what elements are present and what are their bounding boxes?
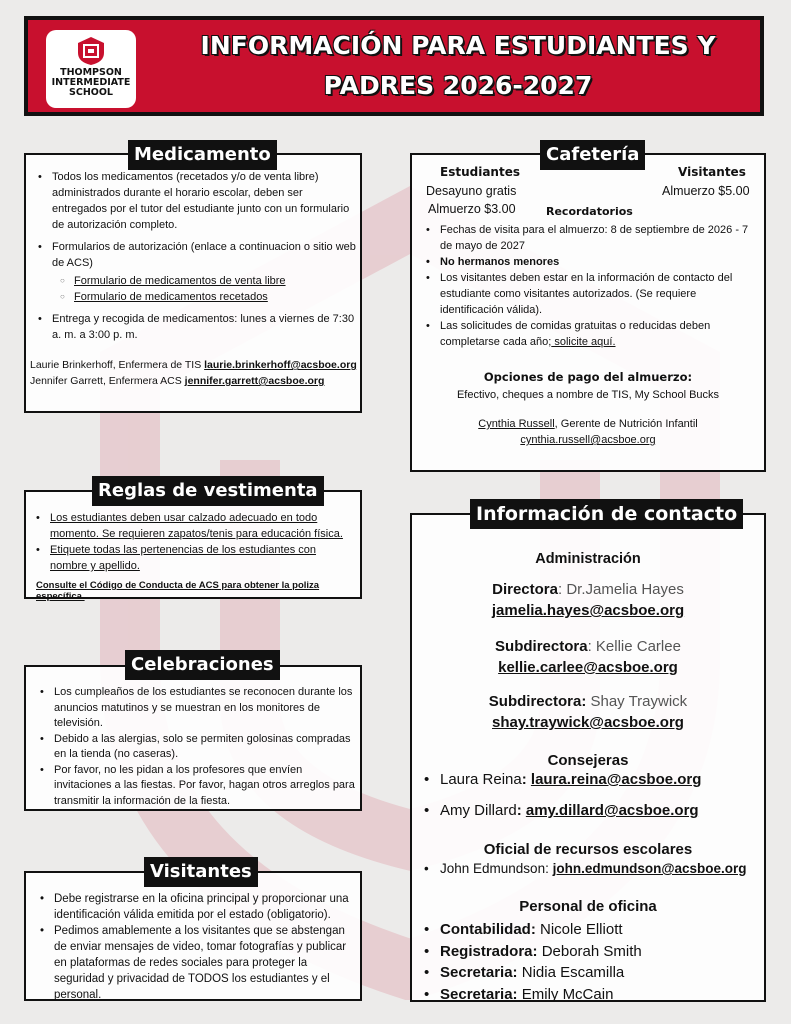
visitantes-section: [24, 871, 362, 1001]
nurse-1: [30, 357, 360, 373]
crest-icon: [76, 36, 106, 66]
sub2-email[interactable]: shay.traywick@acsboe.org: [492, 714, 684, 731]
vestimenta-item-1: • Los estudiantes deben usar calzado adecuado en todo momento. Se requieren zapatos/tenis para educación física.: [36, 510, 356, 542]
resource-email[interactable]: john.edmundson@acsboe.org: [552, 861, 747, 876]
school-logo: [46, 30, 136, 108]
reminder-2: • No hermanos menores: [426, 254, 756, 270]
nurse-1-email[interactable]: laurie.brinkerhoff@acsboe.org: [204, 359, 357, 371]
counselor-1-name: Laura Reina: [440, 771, 522, 788]
medicamento-item-3: • Entrega y recogida de medicamentos: lunes a viernes de 7:30 a. m. a 3:00 p. m.: [38, 311, 356, 343]
nurse-2: [30, 373, 360, 389]
celebraciones-item-1: • Los cumpleaños de los estudiantes se reconocen durante los anuncios matutinos y se muestran en los monitores de televisión.: [40, 685, 358, 732]
medicamento-section: [24, 153, 362, 413]
reminder-1: • Fechas de visita para el almuerzo: 8 de septiembre de 2026 - 7 de mayo de 2027: [426, 222, 756, 254]
nurse-2-name: Jennifer Garrett, Enfermera ACS: [30, 375, 182, 387]
office-staff-3: • Secretaria: Nidia Escamilla: [424, 962, 764, 984]
vestimenta-label: Reglas de vestimenta: [92, 476, 324, 506]
celebraciones-label: Celebraciones: [125, 650, 280, 680]
page-title: [158, 26, 758, 106]
reminder-4: [426, 318, 756, 350]
office-staff-2: • Registradora: Deborah Smith: [424, 941, 764, 963]
prescription-form-link[interactable]: ○ Formulario de medicamentos recetados: [38, 289, 356, 305]
students-heading: Estudiantes: [440, 165, 520, 179]
title-line-2: PADRES 2026-2027: [323, 71, 593, 100]
visitantes-label: Visitantes: [144, 857, 258, 887]
code-of-conduct-note[interactable]: Consulte el Código de Conducta de ACS para obtener la poliza específica.: [36, 580, 320, 602]
breakfast-price: Desayuno gratis: [426, 184, 517, 198]
vestimenta-item-2: • Etiquete todas las pertenencias de los estudiantes con nombre y apellido.: [36, 542, 356, 574]
payment-heading: Opciones de pago del almuerzo:: [483, 370, 693, 384]
contacto-section: [410, 513, 766, 1002]
vestimenta-section: [24, 490, 362, 602]
sub1-name: : Kellie Carlee: [587, 638, 681, 655]
counselor-1: • Laura Reina: laura.reina@acsboe.org: [424, 771, 764, 788]
resource-officer: [424, 861, 768, 876]
director-email[interactable]: jamelia.hayes@acsboe.org: [491, 602, 685, 619]
cafeteria-label: Cafetería: [540, 140, 645, 170]
sub1-email[interactable]: kellie.carlee@acsboe.org: [498, 659, 678, 676]
admin-heading: Administración: [535, 551, 641, 567]
title-line-1: INFORMACIÓN PARA ESTUDIANTES Y: [200, 31, 716, 60]
celebraciones-section: [24, 665, 362, 811]
celebraciones-item-3: • Por favor, no les pidan a los profesores que envíen invitaciones a las fiestas. Por favor, hagan otros arreglos para transmitir la información de la fiesta.: [40, 763, 358, 810]
medicamento-item-2: • Formularios de autorización (enlace a continuacion o sitio web de ACS): [38, 239, 356, 271]
header-banner: [24, 16, 764, 116]
counselor-1-email[interactable]: laura.reina@acsboe.org: [530, 771, 702, 788]
counselor-2: • Amy Dillard: amy.dillard@acsboe.org: [424, 802, 764, 819]
office-staff-4: • Secretaria: Emily McCain: [424, 984, 764, 1006]
reminder-4-text: Las solicitudes de comidas gratuitas o reducidas deben completarse cada año;: [440, 320, 711, 348]
contacto-label: Información de contacto: [470, 499, 743, 529]
office-heading: Personal de oficina: [519, 898, 657, 915]
sub1-role: Subdirectora: [495, 638, 588, 655]
celebraciones-item-2: • Debido a las alergias, solo se permiten golosinas compradas en la tienda (no caseras).: [40, 732, 358, 763]
office-staff-1: • Contabilidad: Nicole Elliott: [424, 919, 764, 941]
meal-application-link[interactable]: solicite aquí.: [551, 336, 616, 348]
counselors-heading: Consejeras: [547, 752, 629, 769]
sub2-role: Subdirectora:: [488, 693, 587, 710]
resource-name: John Edmundson:: [440, 861, 549, 876]
school-name: THOMPSON INTERMEDIATE SCHOOL: [51, 67, 131, 98]
reminder-3: • Los visitantes deben estar en la información de contacto del estudiante como visitantes autorizados. (Se requiere identificación válida).: [426, 270, 756, 318]
director: [412, 581, 764, 599]
payment-text: Efectivo, cheques a nombre de TIS, My School Bucks: [456, 389, 720, 401]
manager-email[interactable]: cynthia.russell@acsboe.org: [520, 434, 656, 446]
subdirector-2: [412, 693, 764, 711]
manager-title: , Gerente de Nutrición Infantil: [554, 418, 698, 430]
director-role: Directora: [492, 581, 558, 598]
director-name: : Dr.Jamelia Hayes: [557, 581, 684, 598]
otc-form-link[interactable]: ○ Formulario de medicamentos de venta libre: [38, 273, 356, 289]
visitor-lunch-price: Almuerzo $5.00: [662, 184, 750, 198]
visitors-heading: Visitantes: [678, 165, 746, 179]
counselor-2-email[interactable]: amy.dillard@acsboe.org: [525, 802, 699, 819]
resource-heading: Oficial de recursos escolares: [483, 841, 693, 858]
counselor-2-name: Amy Dillard: [440, 802, 517, 819]
nutrition-manager: [412, 416, 764, 448]
manager-name: Cynthia Russell: [478, 418, 555, 430]
student-lunch-price: Almuerzo $3.00: [428, 202, 516, 216]
nurse-2-email[interactable]: jennifer.garrett@acsboe.org: [184, 375, 325, 387]
subdirector-1: [412, 638, 764, 656]
visitantes-item-1: • Debe registrarse en la oficina principal y proporcionar una identificación válida emitida por el estado (obligatorio).: [40, 891, 360, 923]
medicamento-item-1: • Todos los medicamentos (recetados y/o de venta libre) administrados durante el horario escolar, deben ser entregados por el tutor del estudiante junto con un formulario de autorización completo.: [38, 169, 356, 233]
reminders-heading: Recordatorios: [546, 205, 633, 218]
visitantes-item-2: • Pedimos amablemente a los visitantes que se abstengan de enviar mensajes de video, tomar fotografías y publicar en plataformas de redes sociales para proteger la seguridad y privacidad de TODOS los estudiantes y el personal.: [40, 923, 360, 1003]
nurse-1-name: Laurie Brinkerhoff, Enfermera de TIS: [30, 359, 202, 371]
cafeteria-section: [410, 153, 766, 472]
sub2-name: Shay Traywick: [586, 693, 688, 710]
medicamento-label: Medicamento: [128, 140, 277, 170]
